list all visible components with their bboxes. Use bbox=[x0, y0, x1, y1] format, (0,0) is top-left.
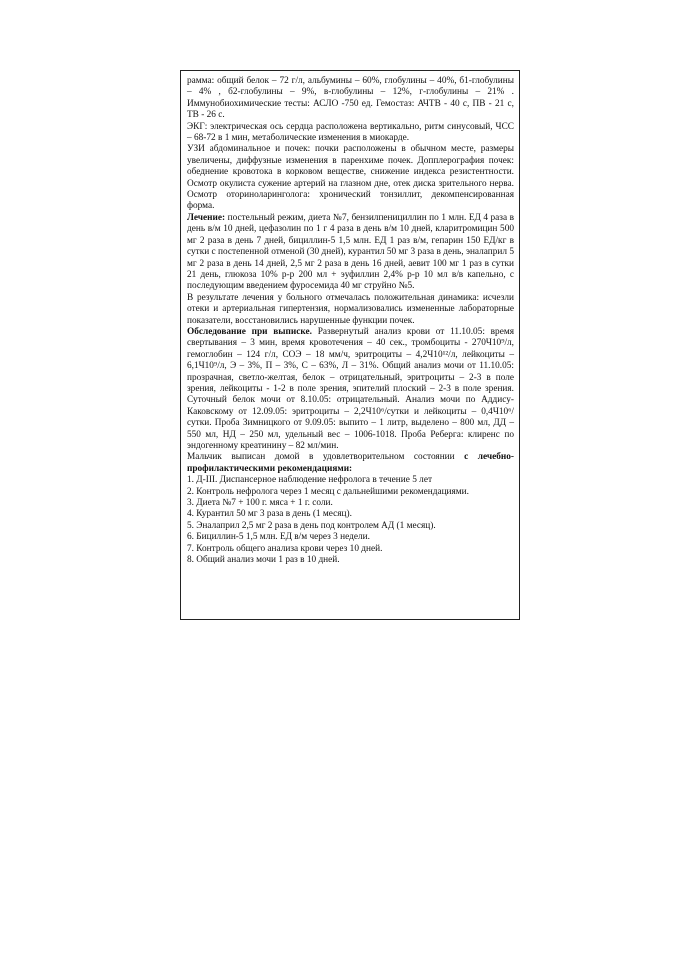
list-item: 2. Контроль нефролога через 1 месяц с дальнейшими рекомендациями. bbox=[187, 486, 469, 497]
discharged-text: Мальчик выписан домой в удовлетворительном состоянии bbox=[187, 452, 465, 463]
list-item: 5. Эналаприл 2,5 мг 2 раза в день под контролем АД (1 месяц). bbox=[187, 520, 436, 531]
treatment-heading: Лечение: bbox=[187, 212, 226, 223]
discharged-paragraph bbox=[187, 452, 514, 475]
lab-results-paragraph: рамма: общий белок – 72 г/л, альбумины – 60%, глобулины – 40%, б1-глобулины – 4% , б2-глобулины – 9%, в-глобулины – 12%, г-глобулины – 21% . Иммунобиохимические тесты: АСЛО -750 ед. Гемостаз: АЧТВ - 40 с, ПВ - 21 с, ТВ - 26 с. bbox=[187, 76, 514, 121]
list-item: 4. Курантил 50 мг 3 раза в день (1 месяц). bbox=[187, 509, 352, 520]
treatment-text: постельный режим, диета №7, бензилпенициллин по 1 млн. ЕД 4 раза в день в/м 10 дней, цефазолин по 1 г 4 раза в день в/м 10 дней, кларитромицин 500 мг 2 раза в день 7 дней, бициллин-5 1,5 млн. ЕД 1 раз в/м, гепарин 150 ЕД/кг в сутки с постепенной отменой (30 дней), курантил 50 мг 3 раза в день, эналаприл 5 мг 2 раза в день 14 дней, 2,5 мг 2 раза в день 16 дней, аевит 100 мг 1 раз в сутки 21 день, глюкоза 10% р-р 200 мл + эуфиллин 2,4% р-р 10 мл в/в капельно, с последующим введением фуросемида 40 мг струйно №5. bbox=[187, 212, 514, 292]
recommendations-heading: с лечебно-профилактическими рекомендациями: bbox=[187, 452, 514, 474]
discharge-paragraph bbox=[187, 327, 514, 452]
list-item: 6. Бициллин-5 1,5 млн. ЕД в/м через 3 недели. bbox=[187, 532, 370, 543]
list-item: 7. Контроль общего анализа крови через 10 дней. bbox=[187, 543, 383, 554]
discharge-text: Развернутый анализ крови от 11.10.05: время свертывания – 3 мин, время кровотечения – 40 сек., тромбоциты - 270Ч10⁹/л, гемоглобин – 124 г/л, СОЭ – 18 мм/ч, эритроциты – 4,2Ч10¹²/л, лейкоциты – 6,1Ч10⁹/л, Э – 3%, П – 3%, С – 63%, Л – 31%. Общий анализ мочи от 11.10.05: прозрачная, светло-желтая, белок – отрицательный, эритроциты – 2-3 в поле зрения, лейкоциты - 1-2 в поле зрения, эпителий плоский – 2-3 в поле зрения. Суточный белок мочи от 8.10.05: отрицательный. Анализ мочи по Аддису-Каковскому от 12.09.05: эритроциты – 2,2Ч10⁶/сутки и лейкоциты – 0,4Ч10⁶/сутки. Проба Зимницкого от 9.09.05: выпито – 1 литр, выделено – 800 мл, ДД – 550 мл, НД – 250 мл, удельный вес – 1006-1018. Проба Реберга: клиренс по эндогенному креатинину – 82 мл/мин. bbox=[187, 326, 514, 451]
document-page bbox=[180, 70, 520, 620]
list-item: 1. Д-III. Диспансерное наблюдение нефролога в течение 5 лет bbox=[187, 475, 433, 486]
treatment-paragraph bbox=[187, 213, 514, 293]
result-paragraph: В результате лечения у больного отмечалась положительная динамика: исчезли отеки и артериальная гипертензия, нормализовались измененные лабораторные показатели, восстановились нарушенные функции почек. bbox=[187, 292, 514, 326]
list-item: 3. Диета №7 + 100 г. мяса + 1 г. соли. bbox=[187, 498, 333, 509]
ekg-paragraph: ЭКГ: электрическая ось сердца расположена вертикально, ритм синусовый, ЧСС – 68-72 в 1 мин, метаболические изменения в миокарде. bbox=[187, 121, 514, 144]
recommendations-list bbox=[187, 475, 514, 566]
ultrasound-paragraph: УЗИ абдоминальное и почек: почки расположены в обычном месте, размеры увеличены, диффузные изменения в паренхиме почек. Допплерография почек: обеднение кровотока в корковом веществе, снижение индекса резистентности. Осмотр окулиста сужение артерий на глазном дне, отек диска зрительного нерва. Осмотр оториноларинголога: хронический тонзиллит, декомпенсированная форма. bbox=[187, 144, 514, 212]
discharge-heading: Обследование при выписке. bbox=[187, 326, 312, 337]
list-item: 8. Общий анализ мочи 1 раз в 10 дней. bbox=[187, 555, 340, 566]
